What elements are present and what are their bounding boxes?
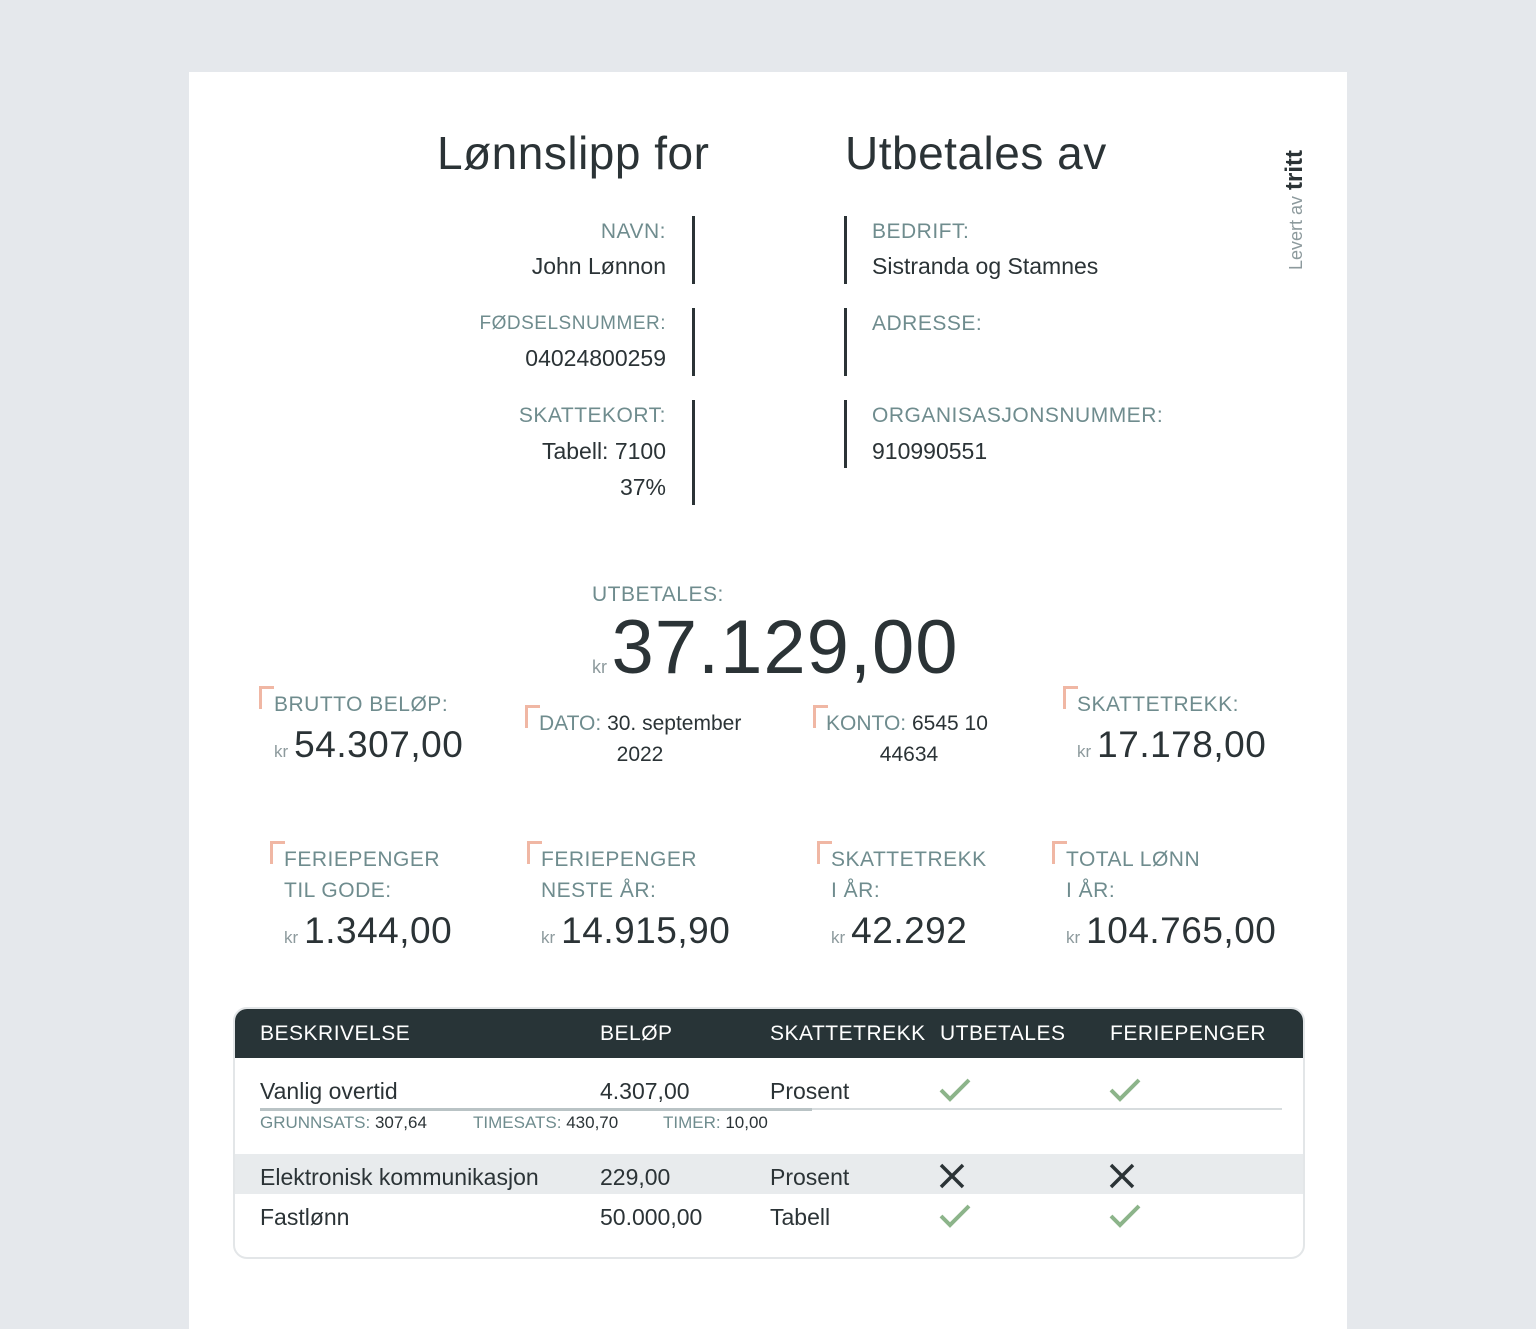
tax-amount-group (1077, 724, 1266, 766)
corner-accent (817, 841, 832, 864)
brand-prefix: Levert av (1286, 195, 1306, 271)
check-icon (1108, 1077, 1142, 1103)
tax-year-label-2: I ÅR: (831, 879, 881, 902)
cross-icon (1105, 1163, 1139, 1189)
row1-tax: Prosent (770, 1078, 850, 1104)
orgnr-label: ORGANISASJONSNUMMER: (872, 404, 1164, 427)
tax-currency: kr (1077, 742, 1092, 761)
row3-amount: 50.000,00 (600, 1204, 703, 1230)
holiday-due-label-2: TIL GODE: (284, 879, 392, 902)
holiday-due-amount: 1.344,00 (304, 910, 453, 951)
divider (692, 400, 695, 505)
gross-amount: 54.307,00 (294, 724, 464, 765)
tax-year-group (831, 910, 967, 952)
employee-name: John Lønnon (531, 253, 666, 279)
hours-value: 10,00 (725, 1113, 768, 1132)
account-label: KONTO: (826, 712, 907, 735)
corner-accent (1052, 841, 1067, 864)
divider (844, 216, 847, 284)
account-value-1: 6545 10 (911, 712, 988, 735)
total-year-group (1066, 910, 1276, 952)
col-pay: UTBETALES (940, 1022, 1066, 1045)
cross-icon (935, 1163, 969, 1189)
holiday-next-currency: kr (541, 928, 556, 947)
tax-year-amount: 42.292 (851, 910, 968, 951)
total-year-amount: 104.765,00 (1086, 910, 1277, 951)
company-name: Sistranda og Stamnes (872, 253, 1099, 279)
total-year-label-2: I ÅR: (1066, 879, 1116, 902)
holiday-due-currency: kr (284, 928, 299, 947)
payout-label: UTBETALES: (592, 583, 724, 606)
col-amount: BELØP (600, 1022, 673, 1045)
check-icon (938, 1203, 972, 1229)
col-description: BESKRIVELSE (260, 1022, 411, 1045)
corner-accent (1063, 686, 1078, 709)
company-label: BEDRIFT: (872, 220, 970, 243)
address-label: ADRESSE: (872, 312, 983, 335)
row1-amount: 4.307,00 (600, 1078, 690, 1104)
taxcard-label: SKATTEKORT: (518, 404, 666, 427)
hourly-label: TIMESATS: (473, 1113, 562, 1132)
holiday-next-amount: 14.915,90 (561, 910, 731, 951)
divider (692, 216, 695, 284)
payslip-table (233, 1007, 1305, 1259)
holiday-next-group (541, 910, 730, 952)
taxcard-percent: 37% (619, 474, 666, 500)
corner-accent (525, 705, 540, 728)
base-value: 307,64 (374, 1113, 427, 1132)
row1-hours (663, 1113, 768, 1133)
col-holiday: FERIEPENGER (1110, 1022, 1267, 1045)
row1-base (260, 1113, 427, 1133)
hourly-value: 430,70 (566, 1113, 619, 1132)
tax-amount: 17.178,00 (1097, 724, 1267, 765)
corner-accent (270, 841, 285, 864)
check-icon (1108, 1203, 1142, 1229)
hours-label: TIMER: (663, 1113, 721, 1132)
row2-amount: 229,00 (600, 1164, 671, 1190)
row2-tax: Prosent (770, 1164, 850, 1190)
row1-hourly (473, 1113, 618, 1133)
date-value-2: 2022 (616, 743, 664, 766)
corner-accent (259, 686, 274, 709)
gross-currency: kr (274, 742, 289, 761)
check-icon (938, 1077, 972, 1103)
ssn-label: FØDSELSNUMMER: (479, 313, 666, 334)
payout-amount: 37.129,00 (611, 605, 959, 690)
taxcard-table: Tabell: 7100 (541, 438, 666, 464)
orgnr-value: 910990551 (872, 438, 988, 464)
payslip-title: Lønnslipp for (437, 127, 710, 179)
row-separator-accent (260, 1108, 812, 1111)
holiday-due-label-1: FERIEPENGER (284, 848, 441, 871)
tax-year-label-1: SKATTETREKK (831, 848, 987, 871)
tax-label: SKATTETREKK: (1077, 693, 1239, 716)
gross-label: BRUTTO BELØP: (274, 693, 449, 716)
holiday-next-label-1: FERIEPENGER (541, 848, 698, 871)
account-value-2: 44634 (879, 743, 939, 766)
table-header (235, 1009, 1303, 1058)
divider (844, 400, 847, 468)
brand-logo: tritt (1281, 149, 1308, 190)
gross-amount-group (274, 724, 463, 766)
holiday-next-label-2: NESTE ÅR: (541, 879, 657, 902)
row3-description: Fastlønn (260, 1204, 350, 1230)
payout-currency: kr (592, 657, 607, 677)
date-value-1: 30. september (607, 712, 742, 735)
name-label: NAVN: (600, 220, 666, 243)
tax-year-currency: kr (831, 928, 846, 947)
corner-accent (527, 841, 542, 864)
divider (692, 308, 695, 376)
employee-ssn: 04024800259 (525, 345, 666, 371)
brand-mark (1275, 150, 1315, 270)
date-label: DATO: (539, 712, 602, 735)
total-year-currency: kr (1066, 928, 1081, 947)
base-label: GRUNNSATS: (260, 1113, 371, 1132)
payout-amount-group (592, 604, 959, 691)
divider (844, 308, 847, 376)
row2-description: Elektronisk kommunikasjon (260, 1164, 539, 1190)
total-year-label-1: TOTAL LØNN (1066, 848, 1201, 871)
holiday-due-group (284, 910, 452, 952)
account-line1 (826, 712, 988, 736)
row1-description: Vanlig overtid (260, 1078, 398, 1104)
row3-tax: Tabell (770, 1204, 831, 1230)
col-tax: SKATTETREKK (770, 1022, 926, 1045)
date-line1 (539, 712, 741, 736)
employer-title: Utbetales av (845, 127, 1107, 179)
